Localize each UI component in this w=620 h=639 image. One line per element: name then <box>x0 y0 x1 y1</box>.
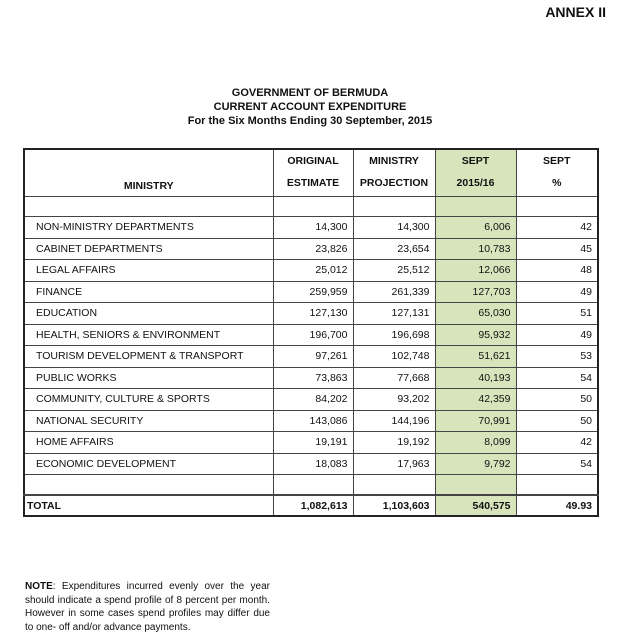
header-ministry-projection <box>353 149 435 197</box>
sept-actual-cell: 51,621 <box>435 346 516 368</box>
title-expenditure: CURRENT ACCOUNT EXPENDITURE <box>213 101 407 113</box>
blank-cell <box>273 197 353 217</box>
table-row <box>24 303 598 325</box>
table-row <box>24 260 598 282</box>
header-sept-percent <box>516 149 598 197</box>
blank-cell <box>516 197 598 217</box>
sept-actual-cell: 9,792 <box>435 453 516 475</box>
total-original-estimate: 1,082,613 <box>273 495 353 516</box>
blank-cell <box>435 475 516 496</box>
ministry-cell: NON-MINISTRY DEPARTMENTS <box>24 217 273 239</box>
title-period: For the Six Months Ending 30 September, 2015 <box>187 115 433 127</box>
ministry-cell: LEGAL AFFAIRS <box>24 260 273 282</box>
ministry-projection-cell: 14,300 <box>353 217 435 239</box>
original-estimate-cell: 18,083 <box>273 453 353 475</box>
ministry-projection-cell: 77,668 <box>353 367 435 389</box>
header-pct-line2: % <box>552 177 562 189</box>
ministry-cell: EDUCATION <box>24 303 273 325</box>
header-original-estimate <box>273 149 353 197</box>
table-row <box>24 217 598 239</box>
ministry-cell: COMMUNITY, CULTURE & SPORTS <box>24 389 273 411</box>
sept-percent-cell: 51 <box>516 303 598 325</box>
total-label: TOTAL <box>24 495 273 516</box>
total-ministry-projection: 1,103,603 <box>353 495 435 516</box>
sept-percent-cell: 48 <box>516 260 598 282</box>
sept-percent-cell: 42 <box>516 217 598 239</box>
ministry-cell: PUBLIC WORKS <box>24 367 273 389</box>
annex-label: ANNEX II <box>545 4 606 20</box>
table-header-row <box>24 149 598 197</box>
ministry-projection-cell: 25,512 <box>353 260 435 282</box>
table-row <box>24 346 598 368</box>
header-ministry: MINISTRY <box>24 149 273 197</box>
blank-row <box>24 475 598 496</box>
table-row <box>24 410 598 432</box>
blank-cell <box>273 475 353 496</box>
ministry-cell: HEALTH, SENIORS & ENVIRONMENT <box>24 324 273 346</box>
header-original-line1: ORIGINAL <box>287 155 339 167</box>
sept-percent-cell: 49 <box>516 281 598 303</box>
sept-percent-cell: 50 <box>516 389 598 411</box>
header-projection-line2: PROJECTION <box>359 177 429 189</box>
sept-percent-cell: 50 <box>516 410 598 432</box>
header-sept-line1: SEPT <box>461 155 490 167</box>
footnote <box>25 580 270 634</box>
original-estimate-cell: 23,826 <box>273 238 353 260</box>
sept-actual-cell: 42,359 <box>435 389 516 411</box>
original-estimate-cell: 14,300 <box>273 217 353 239</box>
original-estimate-cell: 97,261 <box>273 346 353 368</box>
sept-actual-cell: 95,932 <box>435 324 516 346</box>
expenditure-table <box>23 148 599 517</box>
ministry-projection-cell: 17,963 <box>353 453 435 475</box>
table-row <box>24 432 598 454</box>
header-projection-line1: MINISTRY <box>369 155 419 167</box>
sept-percent-cell: 54 <box>516 453 598 475</box>
title-government: GOVERNMENT OF BERMUDA <box>231 87 389 99</box>
table-row <box>24 281 598 303</box>
original-estimate-cell: 127,130 <box>273 303 353 325</box>
sept-percent-cell: 42 <box>516 432 598 454</box>
original-estimate-cell: 143,086 <box>273 410 353 432</box>
total-row <box>24 495 598 516</box>
header-sept-line2: 2015/16 <box>456 177 495 189</box>
ministry-cell: ECONOMIC DEVELOPMENT <box>24 453 273 475</box>
blank-cell <box>24 197 273 217</box>
ministry-cell: TOURISM DEVELOPMENT & TRANSPORT <box>24 346 273 368</box>
sept-actual-cell: 70,991 <box>435 410 516 432</box>
ministry-cell: FINANCE <box>24 281 273 303</box>
note-label: NOTE <box>25 581 53 592</box>
sept-actual-cell: 40,193 <box>435 367 516 389</box>
sept-actual-cell: 8,099 <box>435 432 516 454</box>
original-estimate-cell: 259,959 <box>273 281 353 303</box>
ministry-projection-cell: 127,131 <box>353 303 435 325</box>
blank-cell <box>516 475 598 496</box>
header-original-line2: ESTIMATE <box>286 177 340 189</box>
original-estimate-cell: 25,012 <box>273 260 353 282</box>
table-row <box>24 367 598 389</box>
ministry-cell: CABINET DEPARTMENTS <box>24 238 273 260</box>
sept-actual-cell: 127,703 <box>435 281 516 303</box>
ministry-projection-cell: 102,748 <box>353 346 435 368</box>
header-sept-actual <box>435 149 516 197</box>
sept-percent-cell: 49 <box>516 324 598 346</box>
sept-actual-cell: 6,006 <box>435 217 516 239</box>
sept-actual-cell: 65,030 <box>435 303 516 325</box>
sept-percent-cell: 53 <box>516 346 598 368</box>
ministry-cell: HOME AFFAIRS <box>24 432 273 454</box>
sept-percent-cell: 54 <box>516 367 598 389</box>
table-row <box>24 453 598 475</box>
sept-actual-cell: 10,783 <box>435 238 516 260</box>
ministry-projection-cell: 23,654 <box>353 238 435 260</box>
header-pct-line1: SEPT <box>543 155 571 167</box>
original-estimate-cell: 84,202 <box>273 389 353 411</box>
blank-cell <box>24 475 273 496</box>
document-titles <box>0 86 620 128</box>
ministry-projection-cell: 19,192 <box>353 432 435 454</box>
original-estimate-cell: 73,863 <box>273 367 353 389</box>
blank-cell <box>435 197 516 217</box>
ministry-projection-cell: 144,196 <box>353 410 435 432</box>
blank-row <box>24 197 598 217</box>
blank-cell <box>353 197 435 217</box>
sept-percent-cell: 45 <box>516 238 598 260</box>
ministry-cell: NATIONAL SECURITY <box>24 410 273 432</box>
original-estimate-cell: 19,191 <box>273 432 353 454</box>
table-row <box>24 238 598 260</box>
note-text: : Expenditures incurred evenly over the year should indicate a spend profile of 8 percent per month. However in some cases spend profiles may differ due to one- off and/or advance payments. <box>25 581 270 633</box>
blank-cell <box>353 475 435 496</box>
ministry-projection-cell: 196,698 <box>353 324 435 346</box>
total-sept-actual: 540,575 <box>435 495 516 516</box>
sept-actual-cell: 12,066 <box>435 260 516 282</box>
ministry-projection-cell: 93,202 <box>353 389 435 411</box>
table-row <box>24 324 598 346</box>
original-estimate-cell: 196,700 <box>273 324 353 346</box>
table-row <box>24 389 598 411</box>
total-sept-percent: 49.93 <box>516 495 598 516</box>
ministry-projection-cell: 261,339 <box>353 281 435 303</box>
